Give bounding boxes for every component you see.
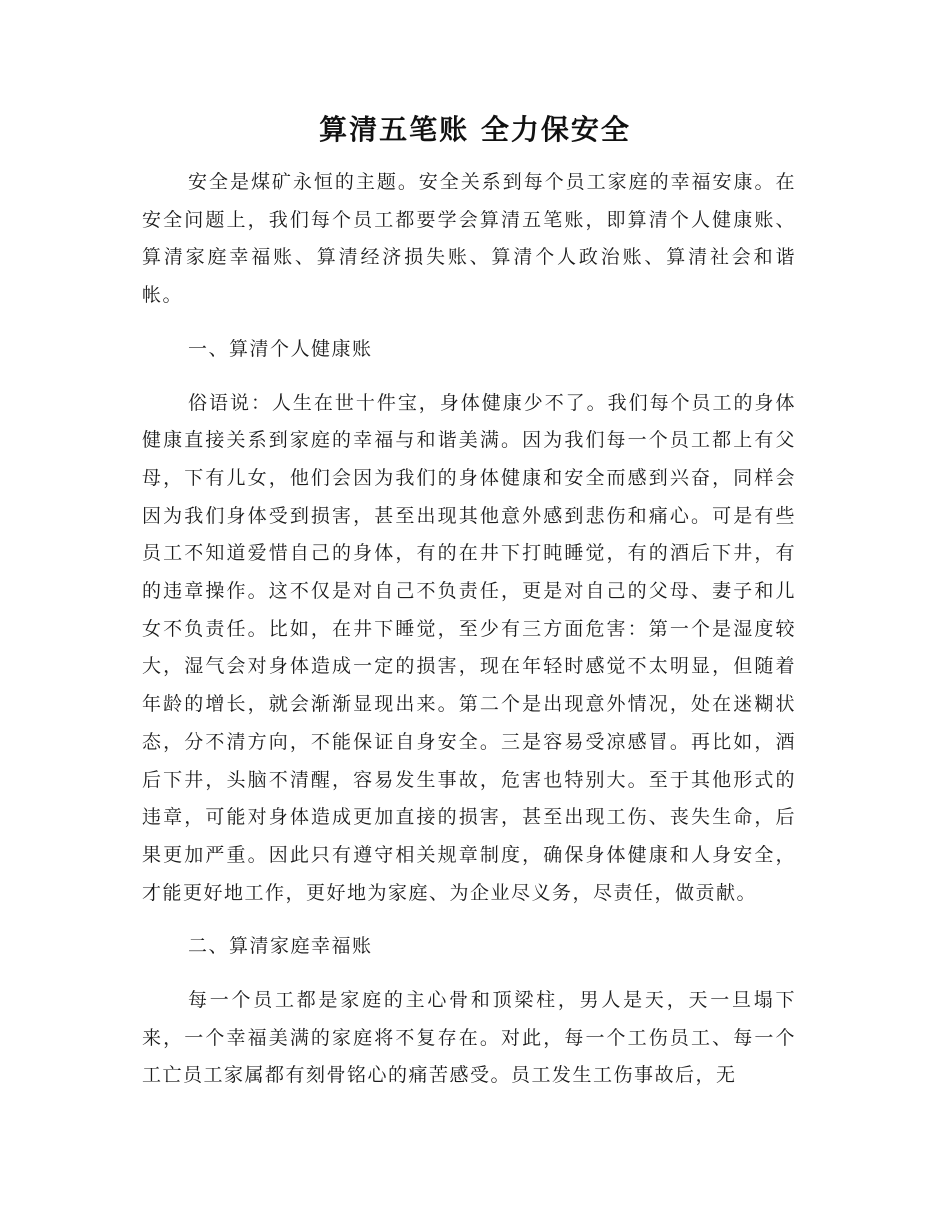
- paragraph-gap: [142, 966, 796, 982]
- paragraph-gap: [142, 315, 796, 331]
- section-body-health: 俗语说：人生在世十件宝，身体健康少不了。我们每个员工的身体健康直接关系到家庭的幸福与和谐美满。因为我们每一个员工都上有父母，下有儿女，他们会因为我们的身体健康和安全而感到兴奋，同样会因为我们身体受到损害，甚至出现其他意外感到悲伤和痛心。可是有些员工不知道爱惜自己的身体，有的在井下打盹睡觉，有的酒后下井，有的违章操作。这不仅是对自己不负责任，更是对自己的父母、妻子和儿女不负责任。比如，在井下睡觉，至少有三方面危害：第一个是湿度较大，湿气会对身体造成一定的损害，现在年轻时感觉不太明显，但随着年龄的增长，就会渐渐显现出来。第二个是出现意外情况，处在迷糊状态，分不清方向，不能保证自身安全。三是容易受凉感冒。再比如，酒后下井，头脑不清醒，容易发生事故，危害也特别大。至于其他形式的违章，可能对身体造成更加直接的损害，甚至出现工伤、丧失生命，后果更加严重。因此只有遵守相关规章制度，确保身体健康和人身安全，才能更好地工作，更好地为家庭、为企业尽义务，尽责任，做贡献。: [142, 391, 796, 904]
- section-body-family: 每一个员工都是家庭的主心骨和顶梁柱，男人是天，天一旦塌下来，一个幸福美满的家庭将不复存在。对此，每一个工伤员工、每一个工亡员工家属都有刻骨铭心的痛苦感受。员工发生工伤事故后，无: [142, 989, 796, 1087]
- section-heading-family: 二、算清家庭幸福账: [188, 935, 373, 958]
- document-title: 算清五笔账 全力保安全: [319, 113, 631, 146]
- document-body: [142, 164, 796, 1095]
- intro-paragraph: 安全是煤矿永恒的主题。安全关系到每个员工家庭的幸福安康。在安全问题上，我们每个员工都要学会算清五笔账，即算清个人健康账、算清家庭幸福账、算清经济损失账、算清个人政治账、算清社会和谐帐。: [142, 171, 796, 307]
- paragraph-gap: [142, 912, 796, 928]
- section-heading-health: 一、算清个人健康账: [188, 337, 373, 360]
- paragraph-gap: [142, 369, 796, 385]
